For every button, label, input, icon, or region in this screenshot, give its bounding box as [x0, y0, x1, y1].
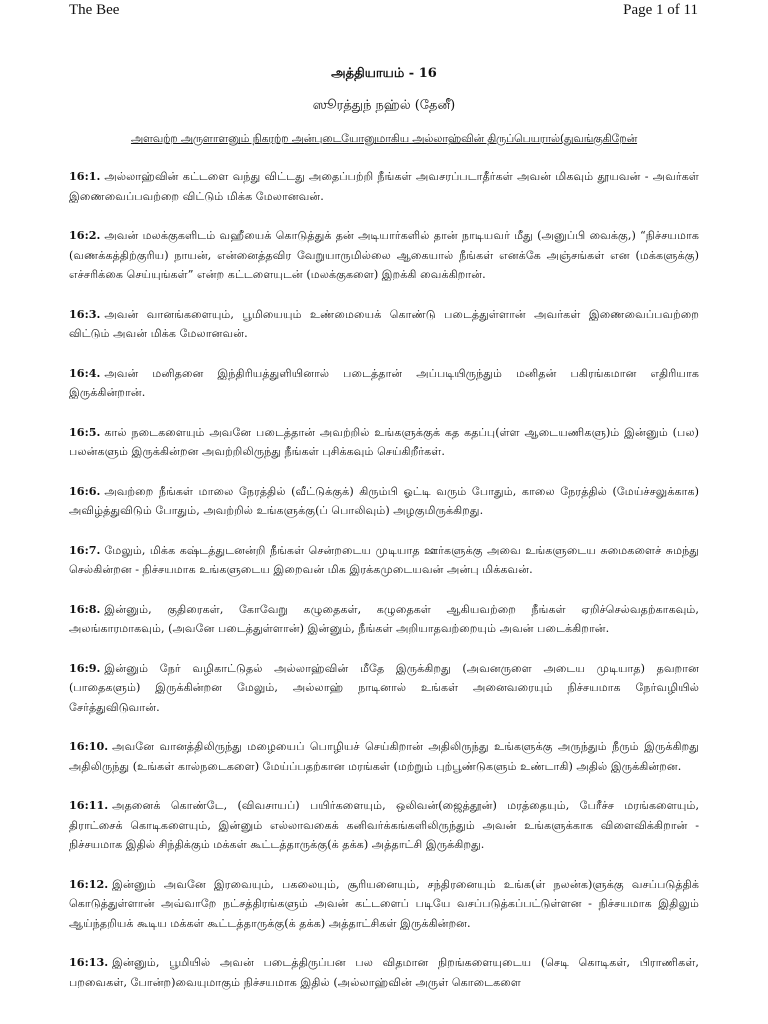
document-body — [69, 66, 699, 1012]
verse — [69, 796, 699, 855]
verse-text: மேலும், மிக்க கஷ்டத்துடனன்றி நீங்கள் சென்றடைய முடியாத ஊர்களுக்கு அவை உங்களுடைய சுமைகளைச் சுமந்து செல்கின்றன - நிச்சயமாக உங்களுடைய இறைவன் மிக இரக்கமுடையவன் அன்பு மிக்கவன். — [69, 543, 699, 576]
verse — [69, 167, 699, 206]
verse — [69, 482, 699, 521]
verse-text: இன்னும் நேர் வழிகாட்டுதல் அல்லாஹ்வின் மீதே இருக்கிறது (அவனருளை அடைய முடியாத) தவறான (பாதைகளும்) இருக்கின்றன மேலும், அல்லாஹ் நாடினால் உங்கள் அனைவரையும் நிச்சயமாக நேர்வழியில் சேர்த்துவிடுவான். — [69, 661, 699, 714]
bismillah-line: அளவற்ற அருளாளனும் நிகரற்ற அன்புடையோனுமாகிய அல்லாஹ்வின் திருப்பெயரால்(துவங்குகிறேன் — [130, 132, 638, 145]
verse-text: அதனைக் கொண்டே, (விவசாயப்) பயிர்களையும், ஒலிவன்(ஜைத்தூன்) மரத்தையும், பேரீச்ச மரங்களையும், திராட்சைக் கொடிகளையும், இன்னும் எல்லாவகைக் கனிவர்க்கங்களிலிருந்தும் அவன் உங்களுக்காக விளைவிக்கிறான் - நிச்சயமாக இதில் சிந்திக்கும் மக்கள் கூட்டத்தாருக்கு(க் தக்க) அத்தாட்சி இருக்கிறது. — [69, 799, 699, 851]
verse-number: 16:8. — [69, 601, 101, 616]
verse-text: கால் நடைகளையும் அவனே படைத்தான் அவற்றில் உங்களுக்குக் கத கதப்பு(ள்ள ஆடையணிகளு)ம் இன்னும் (பல) பலன்களும் இருக்கின்றன அவற்றிலிருந்து நீங்கள் புசிக்கவும் செய்கிறீர்கள். — [69, 425, 699, 458]
verse — [69, 659, 699, 718]
verse — [69, 305, 699, 344]
verse-number: 16:13. — [69, 955, 109, 969]
verse — [69, 541, 699, 580]
verse-text: அவன் வானங்களையும், பூமியையும் உண்மையைக் கொண்டு படைத்துள்ளான் அவர்கள் இணைவைப்பவற்றை விட்டும் அவன் மிக்க மேலானவன். — [69, 307, 699, 340]
verse-number: 16:4. — [69, 365, 101, 380]
verse-number: 16:11. — [69, 798, 109, 812]
verse-number: 16:5. — [69, 424, 101, 439]
verse — [69, 600, 699, 639]
page-header — [0, 0, 768, 24]
verse-number: 16:1. — [69, 169, 101, 183]
verse-text: அவனே வானத்திலிருந்து மழையைப் பொழியச் செய்கிறான் அதிலிருந்து உங்களுக்கு அருந்தும் நீரும் இருக்கிறது அதிலிருந்து (உங்கள் கால்நடைகளை) மேய்ப்பதற்கான மரங்கள் (மற்றும் புற்பூண்டுகளும் உண்டாகி) அதில் இருக்கின்றன. — [69, 740, 699, 773]
verse-text: இன்னும், பூமியில் அவன் படைத்திருப்பன பல விதமான நிறங்களையுடைய (செடி கொடிகள், பிராணிகள், பறவைகள், போன்ற)வையுமாகும் நிச்சயமாக இதில் (அல்லாஹ்வின் அருள் கொடைகளை — [69, 956, 699, 989]
verse-text: இன்னும், குதிரைகள், கோவேறு கழுதைகள், கழுதைகள் ஆகியவற்றை நீங்கள் ஏறிச்செல்வதற்காகவும், அலங்காரமாகவும், (அவனே படைத்துள்ளான்) இன்னும், நீங்கள் அறியாதவற்றையும் அவன் படைக்கிறான். — [69, 602, 699, 635]
verse — [69, 737, 699, 776]
verse-number: 16:6. — [69, 483, 101, 498]
document-title: The Bee — [69, 2, 120, 18]
verse — [69, 364, 699, 403]
verse-text: அவன் மலக்குகளிடம் வஹீயைக் கொடுத்துக் தன் அடியார்களில் தான் நாடியவர் மீது (அனுப்பி வைக்கு,) “நிச்சயமாக (வணக்கத்திற்குரிய) நாயன், என்னைத்தவிர வேறுயாருமில்லை ஆகையால் நீங்கள் எனக்கே அஞ்சங்கள் என (மக்களுக்கு) எச்சரிக்கை செய்யுங்கள்” என்ற கட்டளையுடன் (மலக்குகளை) இறக்கி வைக்கிறான். — [69, 229, 699, 281]
chapter-heading: அத்தியாயம் - 16 — [331, 66, 437, 81]
verse-text: அவற்றை நீங்கள் மாலை நேரத்தில் (வீட்டுக்குக்) கிரும்பி ஓட்டி வரும் போதும், காலை நேரத்தில் (மேய்ச்சலுக்காக) அவிழ்த்துவிடும் போதும், அவற்றில் உங்களுக்கு(ப் பொலிவும்) அழகுமிருக்கிறது. — [69, 484, 699, 517]
verse — [69, 423, 699, 462]
verse-number: 16:9. — [69, 660, 101, 675]
verse-text: அவன் மனிதனை இந்திரியத்துளியினால் படைத்தான் அப்படியிருந்தும் மனிதன் பகிரங்கமான எதிரியாக இருக்கின்றான். — [69, 366, 699, 399]
page-indicator: Page 1 of 11 — [623, 2, 698, 18]
surah-title: ஸூரத்துந் நஹ்ல் (தேனீ) — [312, 98, 456, 113]
verse-number: 16:10. — [69, 739, 109, 753]
verse-number: 16:3. — [69, 306, 101, 321]
verse-text: அல்லாஹ்வின் கட்டளை வந்து விட்டது அதைப்பற்றி நீங்கள் அவசரப்படாதீர்கள் அவன் மிகவும் தூயவன் - அவர்கள் இணைவைப்பவற்றை விட்டும் மிக்க மேலானவன். — [69, 170, 699, 203]
verse-number: 16:12. — [69, 876, 109, 891]
verse — [69, 226, 699, 285]
verse-text: இன்னும் அவனே இரவையும், பகலையும், சூரியனையும், சந்திரனையும் உங்க(ள் நலன்க)ளுக்கு வசப்படுத்திக் கொடுத்துள்ளான் அவ்வாறே நட்சத்திரங்களும் அவன் கட்டளைப் படியே வசப்படுத்கப்பட்டுள்ளன - நிச்சயமாக இதிலும் ஆய்ந்தறியக் கூடிய மக்கள் கூட்டத்தாருக்கு(க் தக்க) அத்தாட்சிகள் இருக்கின்றன. — [69, 877, 699, 930]
verse-number: 16:2. — [69, 228, 101, 242]
verse — [69, 953, 699, 992]
verse-number: 16:7. — [69, 542, 101, 557]
verse — [69, 875, 699, 934]
